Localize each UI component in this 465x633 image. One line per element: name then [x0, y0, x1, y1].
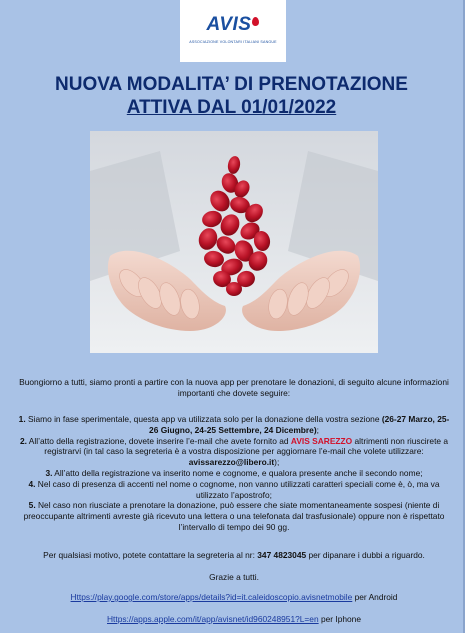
instructions-list [18, 414, 450, 533]
iphone-app-link[interactable]: Https://apps.apple.com/it/app/avisnet/id960248951?L=en [107, 614, 319, 624]
list-item: 2. All’atto della registrazione, dovete inserire l’e-mail che avete fornito ad AVIS SAREZZO altrimenti non riuscirete a registrarvi (in tal caso la segreteria è a vostra disposizione per aggiornare l’e-mail che volete utilizzare: avissarezzo@libero.it); [19, 435, 449, 468]
contact-paragraph: Per qualsiasi motivo, potete contattare la segreteria al nr: 347 4823045 per dipanare i dubbi a riguardo. [43, 550, 425, 560]
intro-paragraph: Buongiorno a tutti, siamo pronti a partire con la nuova app per prenotare le donazioni, di seguito alcune informazioni importanti che dovete seguire: [19, 377, 449, 398]
blood-drop-icon [252, 17, 259, 26]
headline-date: ATTIVA DAL 01/01/2022 [126, 97, 337, 118]
android-app-link[interactable]: Https://play.google.com/store/apps/details?id=it.caleidoscopio.avisnetmobile [70, 592, 353, 602]
list-item: 4. Nel caso di presenza di accenti nel nome o cognome, non vanno utilizzati caratteri speciali come è, ò, ma va utilizzato l’apostrofo; [28, 478, 440, 500]
list-item: 3. All’atto della registrazione va inserito nome e cognome, e qualora presente anche il secondo nome; [45, 467, 423, 478]
logo-brand: AVIS [206, 14, 252, 35]
headline: NUOVA MODALITA’ DI PRENOTAZIONE [55, 74, 408, 95]
iphone-link-line: Https://apps.apple.com/it/app/avisnet/id960248951?L=en per Iphone [107, 614, 361, 624]
list-item: 1. Siamo in fase sperimentale, questa app va utilizzata solo per la donazione della vostra sezione (26-27 Marzo, 25-26 Giugno, 24-25 Settembre, 24 Dicembre); [18, 414, 450, 435]
thanks-line: Grazie a tutti. [209, 572, 259, 582]
email-address: avissarezzo@libero.it [188, 457, 275, 468]
hands-blood-drop-illustration [90, 131, 378, 353]
logo-subtitle: ASSOCIAZIONE VOLONTARI ITALIANI SANGUE [189, 40, 277, 44]
hands-blood-drop-image [90, 131, 378, 353]
list-item: 5. Nel caso non riusciate a prenotare la donazione, può essere che siate momentaneamente sospesi (niente di preoccupante altrimenti avreste già ricevuto una lettera o una telefonata dal trasfusionale) oppure non è rispettato l’intervallo di tempo dei 90 gg. [23, 500, 445, 532]
avis-logo [180, 0, 286, 62]
android-link-line: Https://play.google.com/store/apps/details?id=it.caleidoscopio.avisnetmobile per Android [70, 592, 398, 602]
phone-number: 347 4823045 [257, 550, 307, 560]
